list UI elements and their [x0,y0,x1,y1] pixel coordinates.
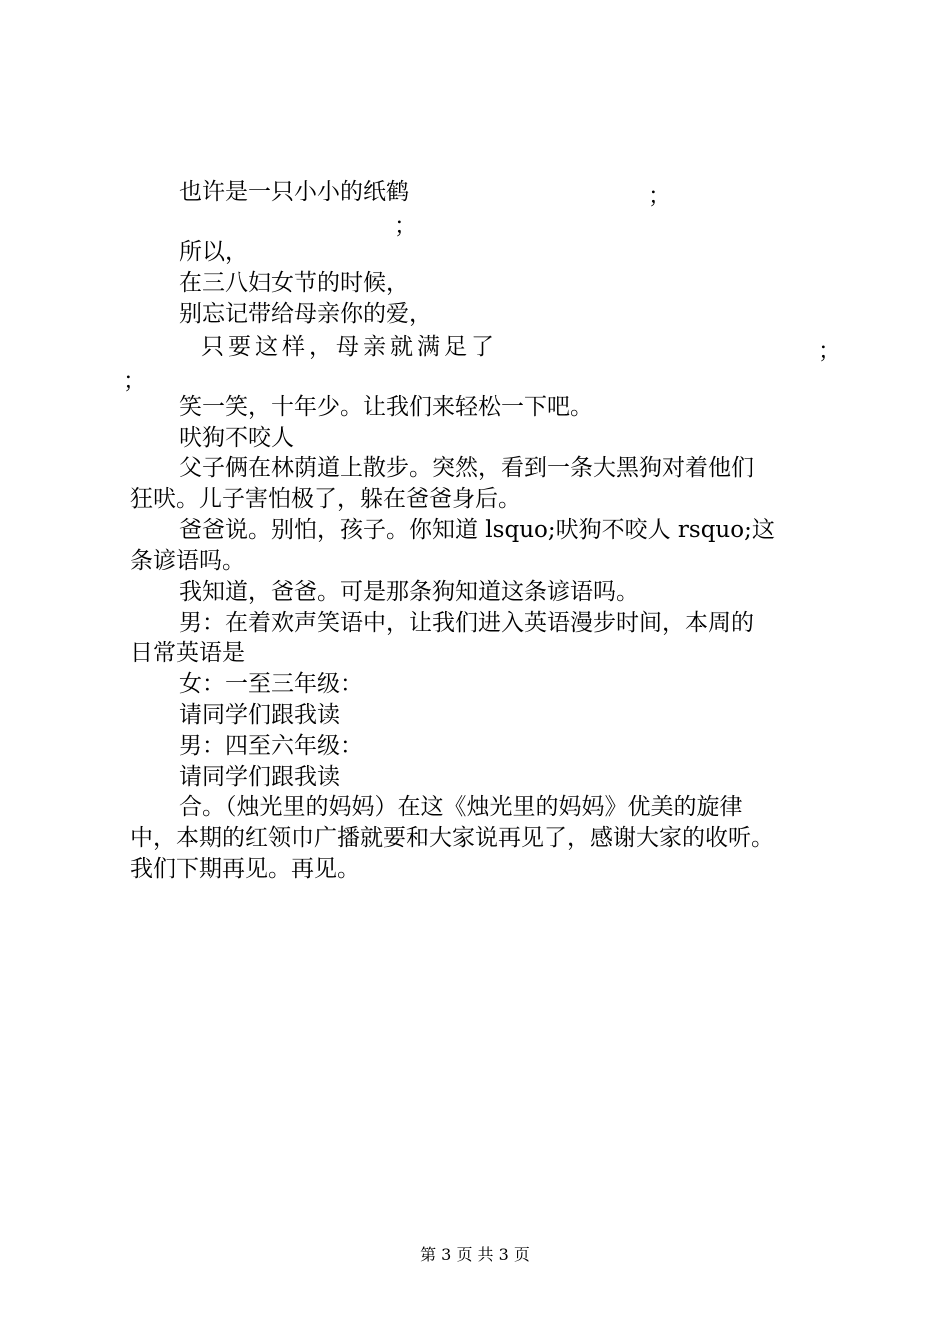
text-line: 狂吠。儿子害怕极了，躲在爸爸身后。 [130,486,521,512]
text-line: 我们下期再见。再见。 [130,856,360,882]
text-line: 吠狗不咬人 [179,425,294,451]
text-line: 男：四至六年级： [179,733,363,759]
semicolon-mark: ； [123,368,146,394]
text-line: 请同学们跟我读 [179,702,340,728]
text-line: 爸爸说。别怕，孩子。你知道 lsquo;吠狗不咬人 rsquo;这 [179,517,775,543]
text-line: 父子俩在林荫道上散步。突然，看到一条大黑狗对着他们 [179,455,754,481]
text-line: 所以， [179,239,248,265]
text-line: 也许是一只小小的纸鹤 [179,179,409,205]
text-line: 女：一至三年级： [179,671,363,697]
text-line: 我知道，爸爸。可是那条狗知道这条谚语吗。 [179,579,639,605]
text-line: 男：在着欢声笑语中，让我们进入英语漫步时间，本周的 [179,610,754,636]
text-line: 日常英语是 [130,640,245,666]
text-line: 只要这样，母亲就满足了 [201,334,498,360]
text-line: 在三八妇女节的时候， [179,270,409,296]
text-line: 合。（烛光里的妈妈）在这《烛光里的妈妈》优美的旋律 [179,794,743,820]
page-number-footer: 第 3 页 共 3 页 [420,1245,530,1264]
semicolon-mark: ； [818,338,841,364]
text-line: 请同学们跟我读 [179,764,340,790]
text-line: 中，本期的红领巾广播就要和大家说再见了，感谢大家的收听。 [130,825,774,851]
text-line: 笑一笑，十年少。让我们来轻松一下吧。 [179,394,593,420]
semicolon-mark: ； [648,183,671,209]
semicolon-mark: ； [394,213,417,239]
text-line: 条谚语吗。 [130,548,245,574]
text-line: 别忘记带给母亲你的爱， [179,301,432,327]
